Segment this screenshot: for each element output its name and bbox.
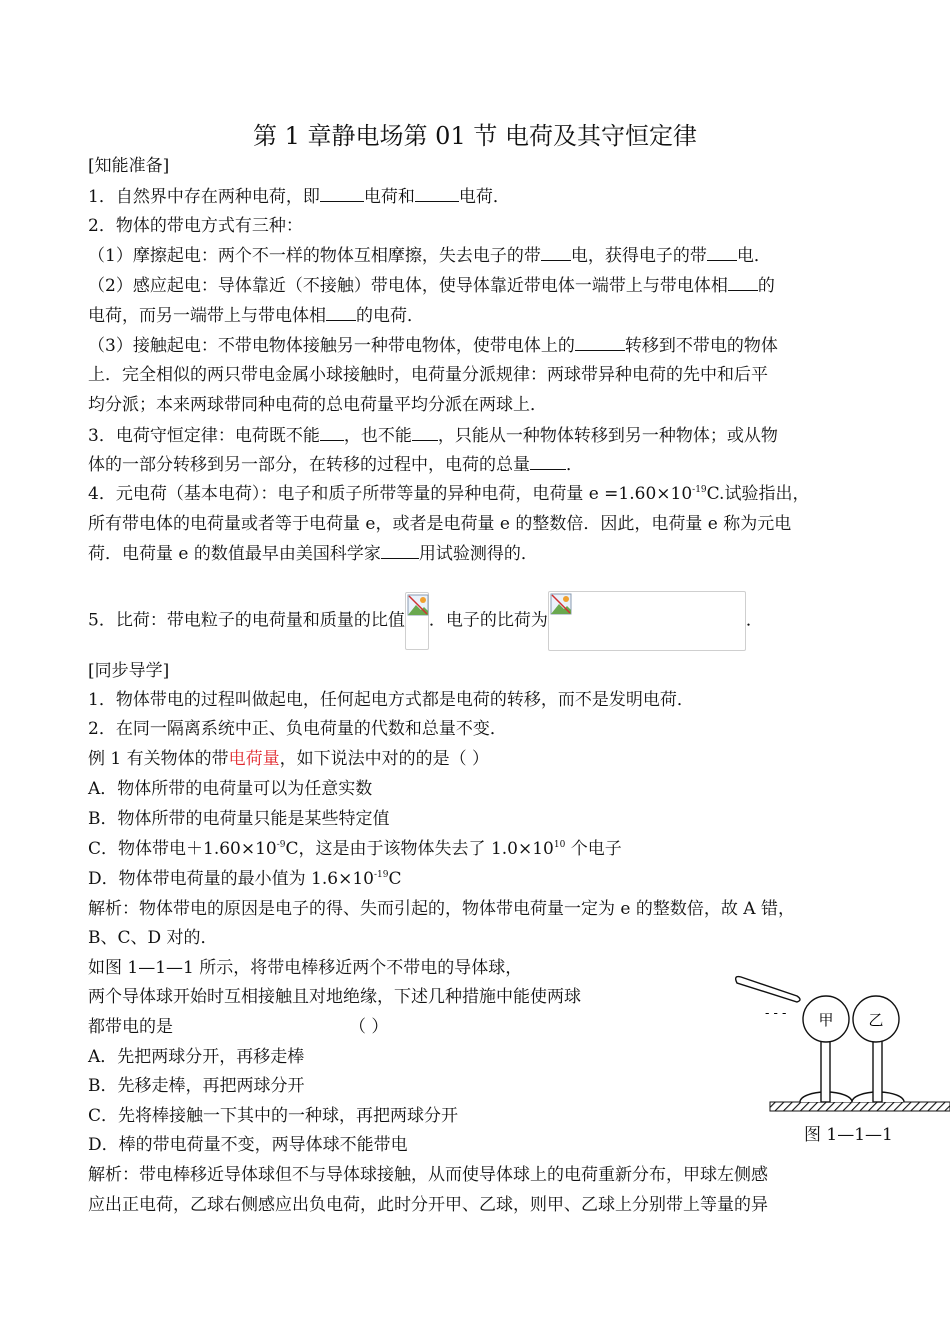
guide-p2: 2．在同一隔离系统中正、负电荷量的代数和总量不变．	[88, 719, 507, 739]
section-heading-guide: [同步导学]	[88, 661, 170, 681]
example-2-question-cont1: 两个导体球开始时互相接触且对地绝缘，下述几种措施中能使两球	[88, 987, 581, 1007]
page-title: 第 1 章静电场第 01 节 电荷及其守恒定律	[253, 122, 697, 150]
prep-q3-cont: 体的一部分转移到另一部分，在转移的过程中，电荷的总量 ．	[88, 455, 583, 475]
figure-conductor-spheres	[725, 965, 950, 1115]
example-2-answer-cont: 应出正电荷，乙球右侧感应出负电荷，此时分开甲、乙球，则甲、乙球上分别带上等量的异	[88, 1195, 768, 1215]
example-1-question: 例 1 有关物体的带电荷量，如下说法中对的的是（ ）	[88, 749, 490, 769]
sphere-yi-label: 乙	[868, 1011, 884, 1029]
prep-q2-1: （1）摩擦起电：两个不一样的物体互相摩擦，失去电子的带 电，获得电子的带 电．	[88, 246, 771, 266]
example-1-option-b: B．物体所带的电荷量只能是某些特定值	[88, 809, 390, 829]
section-heading-prep: [知能准备]	[88, 156, 170, 176]
prep-q4: 4．元电荷（基本电荷）：电子和质子所带等量的异种电荷，电荷量 $e =1.60\times 10^{-19}C$.试验指出，	[88, 484, 810, 504]
broken-image-icon	[548, 591, 746, 651]
prep-q4-cont2: 荷．电荷量 e 的数值最早由美国科学家 用试验测得的．	[88, 544, 538, 564]
fill-blank[interactable]	[320, 185, 364, 202]
fill-blank[interactable]	[541, 244, 571, 261]
example-1-answer-cont: B、C、D 对的．	[88, 928, 218, 948]
fill-blank[interactable]	[530, 453, 566, 470]
fill-blank[interactable]	[707, 244, 737, 261]
figure-caption: 图 1—1—1	[804, 1125, 893, 1145]
example-2-option-b: B．先移走棒，再把两球分开	[88, 1076, 305, 1096]
fill-blank[interactable]	[381, 542, 419, 559]
prep-q3: 3．电荷守恒定律：电荷既不能 ，也不能 ，只能从一种物体转移到另一种物体；或从物	[88, 426, 778, 446]
example-2-answer: 解析：带电棒移近导体球但不与导体球接触，从而使导体球上的电荷重新分布，甲球左侧感	[88, 1165, 768, 1185]
prep-q1: 1．自然界中存在两种电荷，即 电荷和 电荷．	[88, 187, 510, 207]
prep-q2-2: （2）感应起电：导体靠近（不接触）带电体，使导体靠近带电体一端带上与带电体相 的	[88, 276, 775, 296]
fill-blank[interactable]	[326, 304, 356, 321]
prep-q2-3: （3）接触起电：不带电物体接触另一种带电物体，使带电体上的 转移到不带电的物体	[88, 336, 778, 356]
charged-rod	[736, 977, 800, 1002]
prep-q2-3-cont2: 均分派；本来两球带同种电荷的总电荷量平均分派在两球上．	[88, 395, 547, 415]
prep-q2-3-cont1: 上．完全相似的两只带电金属小球接触时，电荷量分派规律：两球带异种电荷的先中和后平	[88, 365, 768, 385]
rod-charges: - - -	[765, 1006, 787, 1021]
example-1-option-d: D．物体带电荷量的最小值为 $1.6\times 10^{-19}C$	[88, 869, 402, 889]
example-1-option-a: A．物体所带的电荷量可以为任意实数	[88, 779, 373, 799]
prep-q2: 2．物体的带电方式有三种：	[88, 216, 303, 236]
insulating-post	[821, 1041, 830, 1102]
example-1-option-c: C．物体带电$+1.60\times 10^{-9}C$，这是由于该物体失去了 $1.0\times 10^{10}$ 个电子	[88, 839, 622, 859]
highlight-link[interactable]: 电荷量	[228, 749, 280, 769]
broken-image-icon	[405, 592, 429, 650]
example-2-question-cont2: 都带电的是 （ ）	[88, 1017, 389, 1037]
fill-blank[interactable]	[575, 334, 625, 351]
fill-blank[interactable]	[412, 424, 438, 441]
example-2-option-c: C．先将棒接触一下其中的一种球，再把两球分开	[88, 1106, 459, 1126]
example-2-question: 如图 1—1—1 所示，将带电棒移近两个不带电的导体球，	[88, 958, 523, 978]
fill-blank[interactable]	[728, 274, 758, 291]
example-2-option-d: D．棒的带电荷量不变，两导体球不能带电	[88, 1135, 408, 1155]
ground-base	[770, 1102, 950, 1111]
prep-q5: 5．比荷：带电粒子的电荷量和质量的比值 ．电子的比荷为 ．	[88, 590, 763, 650]
insulating-post	[873, 1041, 882, 1102]
guide-p1: 1．物体带电的过程叫做起电，任何起电方式都是电荷的转移，而不是发明电荷．	[88, 690, 694, 710]
fill-blank[interactable]	[415, 185, 459, 202]
example-1-answer: 解析：物体带电的原因是电子的得、失而引起的，物体带电荷量一定为 e 的整数倍，故 A 错，	[88, 899, 795, 919]
prep-q4-cont1: 所有带电体的电荷量或者等于电荷量 e，或者是电荷量 e 的整数倍．因此，电荷量 e 称为元电	[88, 514, 792, 534]
fill-blank[interactable]	[320, 424, 344, 441]
example-2-option-a: A．先把两球分开，再移走棒	[88, 1047, 305, 1067]
prep-q2-2-cont: 电荷，而另一端带上与带电体相 的电荷．	[88, 306, 424, 326]
sphere-jia-label: 甲	[818, 1011, 834, 1029]
